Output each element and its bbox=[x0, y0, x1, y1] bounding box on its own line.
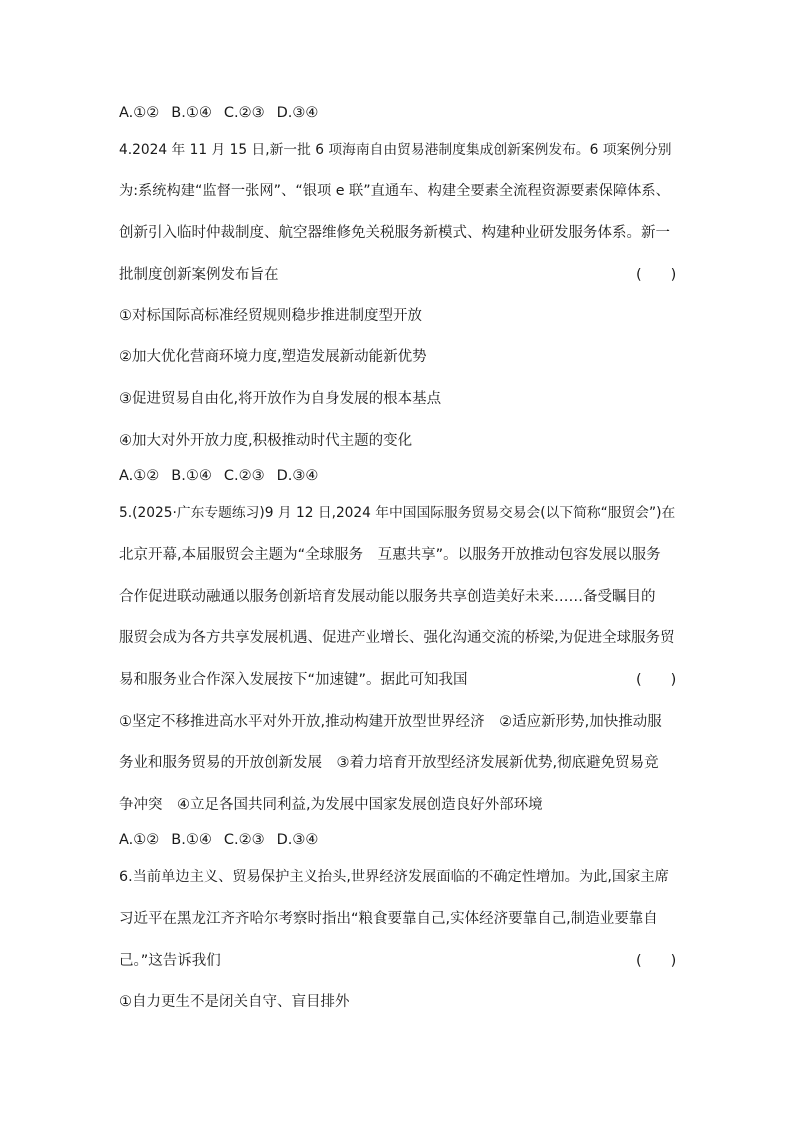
q5-option-d: D.③④ bbox=[276, 832, 319, 848]
q4-option-a: A.①② bbox=[119, 468, 160, 484]
q5-option-c: C.②③ bbox=[223, 832, 265, 848]
q4-answer-options bbox=[119, 466, 675, 486]
q3-option-c: C.②③ bbox=[223, 105, 265, 121]
q4-item-1: ①对标国际高标准经贸规则稳步推进制度型开放 bbox=[119, 308, 422, 324]
q5-stem-line-4: 服贸会成为各方共享发展机遇、促进产业增长、强化沟通交流的桥梁,为促进全球服务贸 bbox=[119, 630, 675, 646]
q5-option-b: B.①④ bbox=[171, 832, 212, 848]
q6-item-1: ①自力更生不是闭关自守、盲目排外 bbox=[119, 994, 350, 1010]
q3-option-d: D.③④ bbox=[276, 105, 319, 121]
q6-stem-line-1: 6.当前单边主义、贸易保护主义抬头,世界经济发展面临的不确定性增加。为此,国家主席 bbox=[119, 869, 669, 885]
q4-stem-line-3: 创新引入临时仲裁制度、航空器维修免关税服务新模式、构建种业研发服务体系。新一 bbox=[119, 225, 670, 241]
q4-stem-line-4: 批制度创新案例发布旨在 bbox=[119, 267, 279, 283]
q5-items-line-1: ①坚定不移推进高水平对外开放,推动构建开放型世界经济 ②适应新形势,加快推动服 bbox=[119, 714, 662, 730]
q5-stem-line-3: 合作促进联动融通以服务创新培育发展动能以服务共享创造美好未来……备受瞩目的 bbox=[119, 589, 656, 605]
q5-stem-line-5: 易和服务业合作深入发展按下“加速键”。据此可知我国 bbox=[119, 672, 468, 688]
q5-items-line-2: 务业和服务贸易的开放创新发展 ③着力培育开放型经济发展新优势,彻底避免贸易竞 bbox=[119, 755, 659, 771]
q5-stem-line-1: 5.(2025·广东专题练习)9 月 12 日,2024 年中国国际服务贸易交易会(以下简称“服贸会”)在 bbox=[119, 505, 676, 521]
q3-option-b: B.①④ bbox=[171, 105, 212, 121]
q4-stem-line-2: 为:系统构建“监督一张网”、“银项 e 联”直通车、构建全要素全流程资源要素保障体系、 bbox=[119, 183, 670, 199]
q3-option-a: A.①② bbox=[119, 105, 160, 121]
q5-option-a: A.①② bbox=[119, 832, 160, 848]
q4-item-2: ②加大优化营商环境力度,塑造发展新动能新优势 bbox=[119, 349, 427, 365]
q4-option-d: D.③④ bbox=[276, 468, 319, 484]
q5-answer-bracket: ( ) bbox=[636, 672, 677, 688]
q4-option-b: B.①④ bbox=[171, 468, 212, 484]
q5-stem-line-2: 北京开幕,本届服贸会主题为“全球服务 互惠共享”。以服务开放推动包容发展以服务 bbox=[119, 547, 661, 563]
q4-item-3: ③促进贸易自由化,将开放作为自身发展的根本基点 bbox=[119, 391, 442, 407]
q5-answer-options bbox=[119, 830, 675, 850]
q3-answer-options bbox=[119, 103, 675, 123]
q5-items-line-3: 争冲突 ④立足各国共同利益,为发展中国家发展创造良好外部环境 bbox=[119, 797, 543, 813]
q4-answer-bracket: ( ) bbox=[636, 267, 677, 283]
q6-stem-line-3: 己。”这告诉我们 bbox=[119, 953, 221, 969]
q4-stem-line-1: 4.2024 年 11 月 15 日,新一批 6 项海南自由贸易港制度集成创新案例发布。6 项案例分别 bbox=[119, 142, 672, 158]
q4-item-4: ④加大对外开放力度,积极推动时代主题的变化 bbox=[119, 433, 413, 449]
q4-option-c: C.②③ bbox=[223, 468, 265, 484]
q6-answer-bracket: ( ) bbox=[636, 953, 677, 969]
q6-stem-line-2: 习近平在黑龙江齐齐哈尔考察时指出“粮食要靠自己,实体经济要靠自己,制造业要靠自 bbox=[119, 911, 658, 927]
